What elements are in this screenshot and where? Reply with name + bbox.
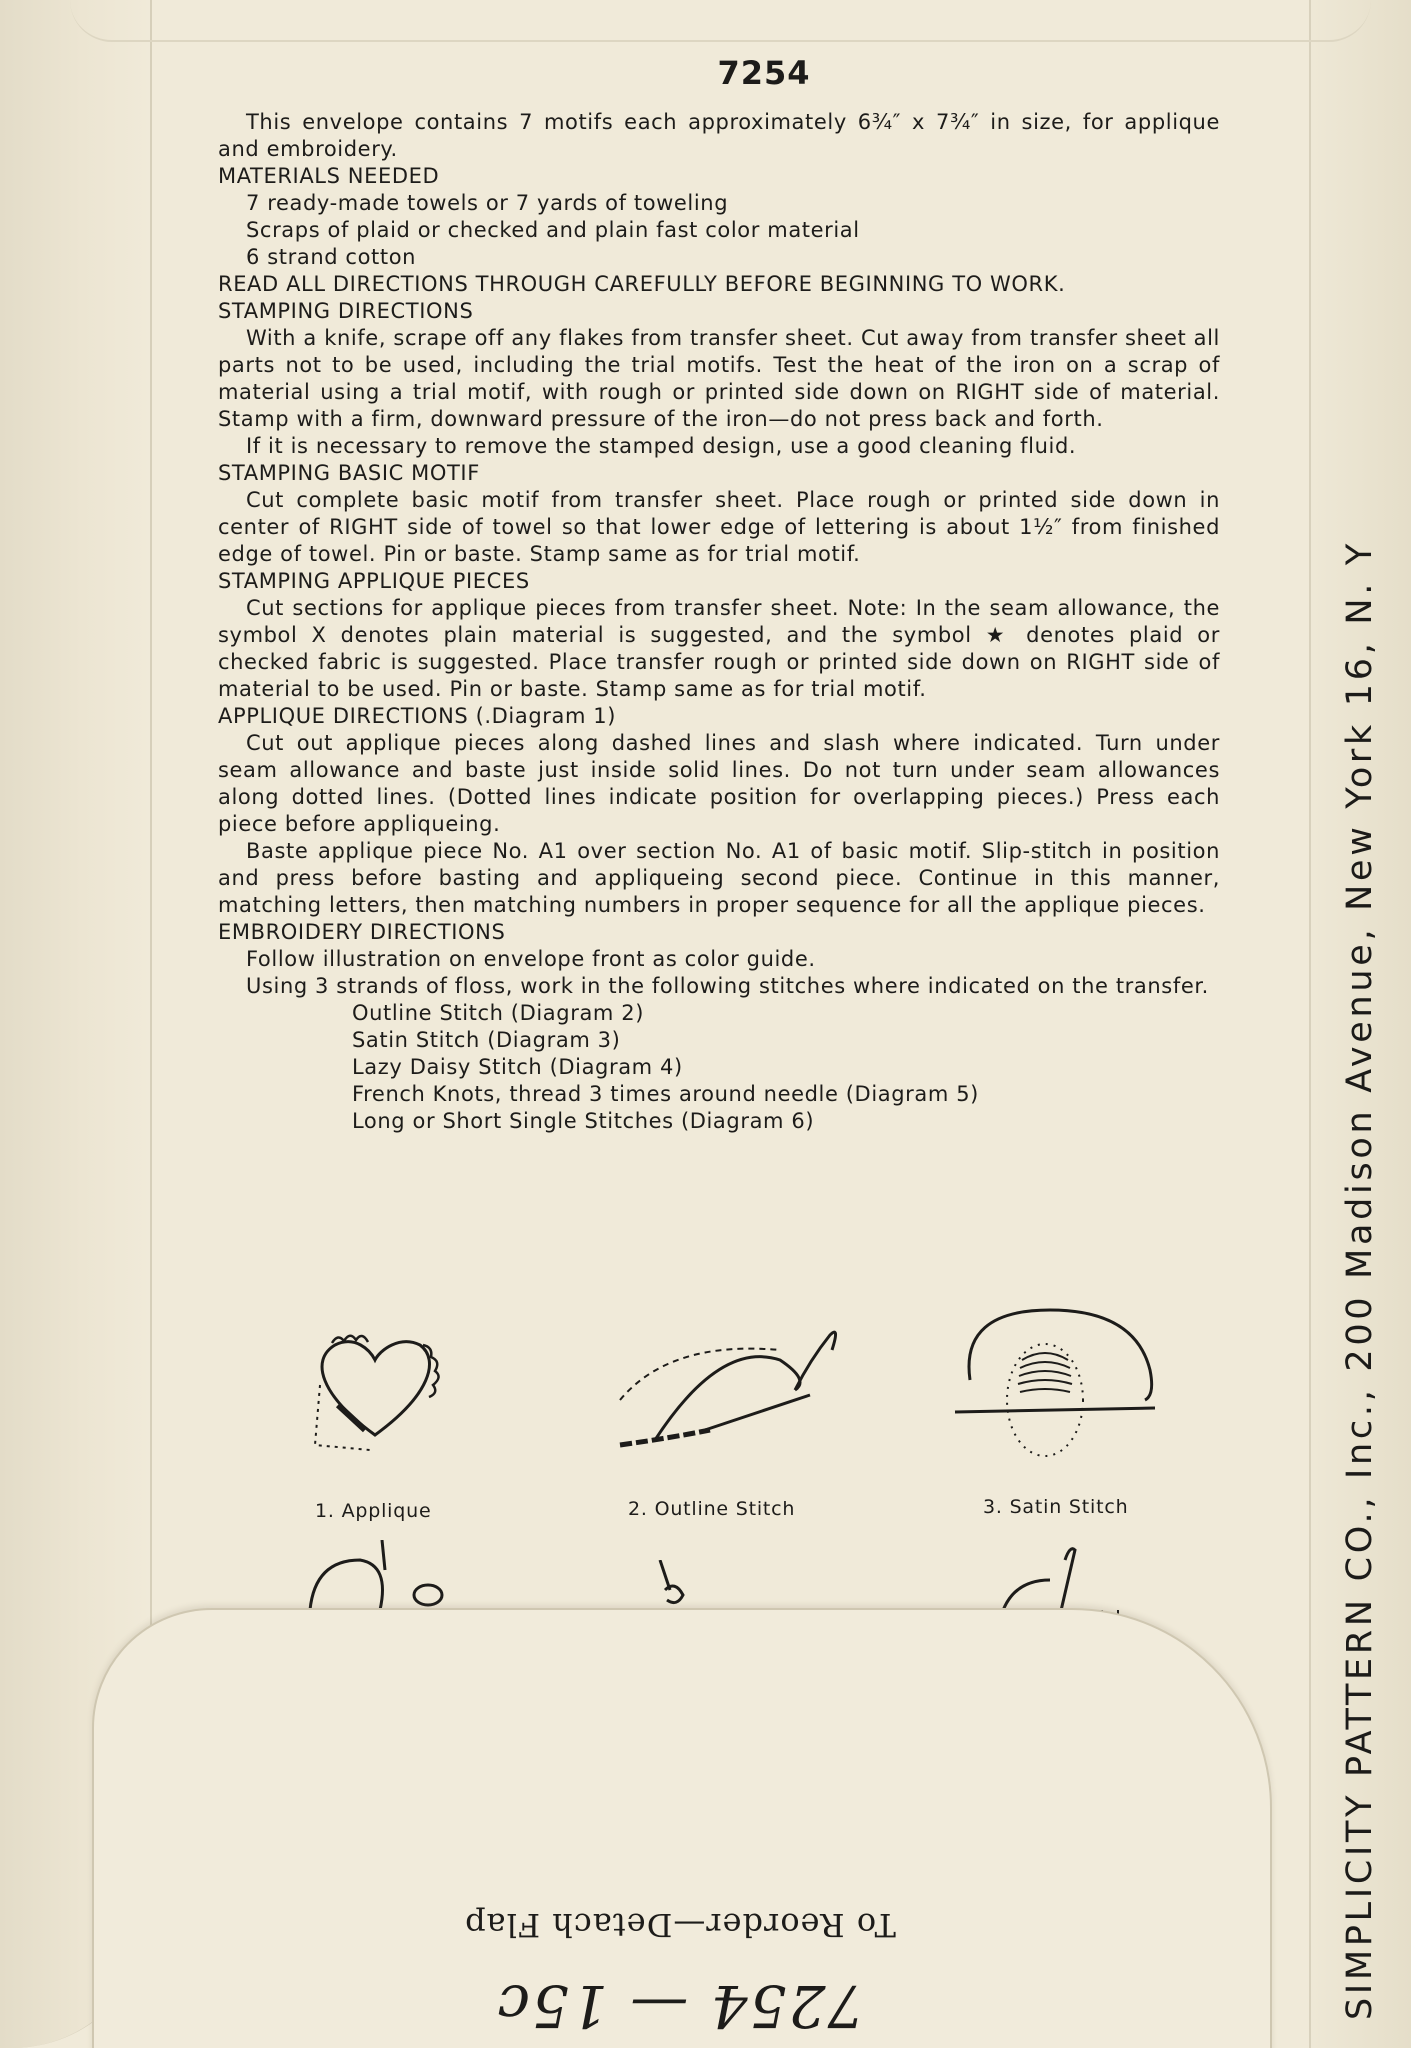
applique-heart-icon [300, 1315, 450, 1465]
flap-text [0, 1906, 1360, 2040]
applique-directions-para: Cut out applique pieces along dashed lines and slash where indicated. Turn under seam allowance and baste just inside solid lines. Do not turn under seam allowances along dotted lines. (Dotted lines indicate position for overlapping pieces.) Press each piece before appliqueing. [218, 731, 1220, 836]
stamping-heading: STAMPING DIRECTIONS [218, 299, 474, 323]
stitch-item: Satin Stitch (Diagram 3) [352, 1028, 621, 1052]
material-item: Scraps of plaid or checked and plain fast color material [246, 218, 860, 242]
outline-stitch-icon [610, 1320, 850, 1460]
applique-pieces-para: Cut sections for applique pieces from transfer sheet. Note: In the seam allowance, the symbol X denotes plain material is suggested, and the symbol ★ denotes plaid or checked fabric is suggested. Place transfer rough or printed side down on RIGHT side of material to be used. Pin or baste. Stamp same as for trial motif. [218, 596, 1220, 701]
stitch-list [218, 1000, 1220, 1135]
diagram-caption: 1. Applique [315, 1500, 432, 1522]
basic-motif-para: Cut complete basic motif from transfer sheet. Place rough or printed side down in center of RIGHT side of towel so that lower edge of lettering is about 1½″ from finished edge of towel. Pin or baste. Stamp same as for trial motif. [218, 488, 1220, 566]
embroidery-para: Using 3 strands of floss, work in the following stitches where indicated on the transfer. [246, 974, 1209, 998]
pattern-number: 7254 [717, 54, 811, 92]
stamping-para: If it is necessary to remove the stamped design, use a good cleaning fluid. [246, 434, 1077, 458]
reorder-price: 7254 — 15c [495, 1972, 865, 2040]
instructions [218, 54, 1220, 1135]
publisher-address: SIMPLICITY PATTERN CO., Inc., 200 Madison Avenue, New York 16, N. Y [1340, 539, 1380, 2020]
stitch-item: French Knots, thread 3 times around needle (Diagram 5) [352, 1082, 979, 1106]
embroidery-heading: EMBROIDERY DIRECTIONS [218, 920, 506, 944]
reorder-label: To Reorder—Detach Flap [464, 1906, 896, 1944]
basic-motif-heading: STAMPING BASIC MOTIF [218, 461, 480, 485]
materials-heading: MATERIALS NEEDED [218, 164, 440, 188]
intro-text: This envelope contains 7 motifs each approximately 6¾″ x 7¾″ in size, for applique and embroidery. [218, 110, 1220, 161]
diagram-caption: 3. Satin Stitch [983, 1496, 1129, 1518]
stitch-item: Long or Short Single Stitches (Diagram 6) [352, 1109, 815, 1133]
applique-directions-heading: APPLIQUE DIRECTIONS (.Diagram 1) [218, 704, 617, 728]
satin-stitch-icon [950, 1300, 1180, 1490]
stamping-para: With a knife, scrape off any flakes from transfer sheet. Cut away from transfer sheet all parts not to be used, including the trial motifs. Test the heat of the iron on a scrap of material using a trial motif, with rough or printed side down on RIGHT side of material. Stamp with a firm, downward pressure of the iron—do not press back and forth. [218, 326, 1220, 431]
top-fold [70, 0, 1371, 42]
read-all-notice: READ ALL DIRECTIONS THROUGH CAREFULLY BEFORE BEGINNING TO WORK. [218, 272, 1066, 296]
material-item: 7 ready-made towels or 7 yards of toweling [246, 191, 729, 215]
embroidery-para: Follow illustration on envelope front as color guide. [246, 947, 816, 971]
applique-pieces-heading: STAMPING APPLIQUE PIECES [218, 569, 530, 593]
diagram-caption: 2. Outline Stitch [628, 1498, 796, 1520]
material-item: 6 strand cotton [246, 245, 417, 269]
applique-directions-para: Baste applique piece No. A1 over section No. A1 of basic motif. Slip-stitch in position and press before basting and appliqueing second piece. Continue in this manner, matching letters, then matching numbers in proper sequence for all the applique pieces. [218, 839, 1220, 917]
stitch-item: Lazy Daisy Stitch (Diagram 4) [352, 1055, 683, 1079]
stitch-item: Outline Stitch (Diagram 2) [352, 1001, 644, 1025]
